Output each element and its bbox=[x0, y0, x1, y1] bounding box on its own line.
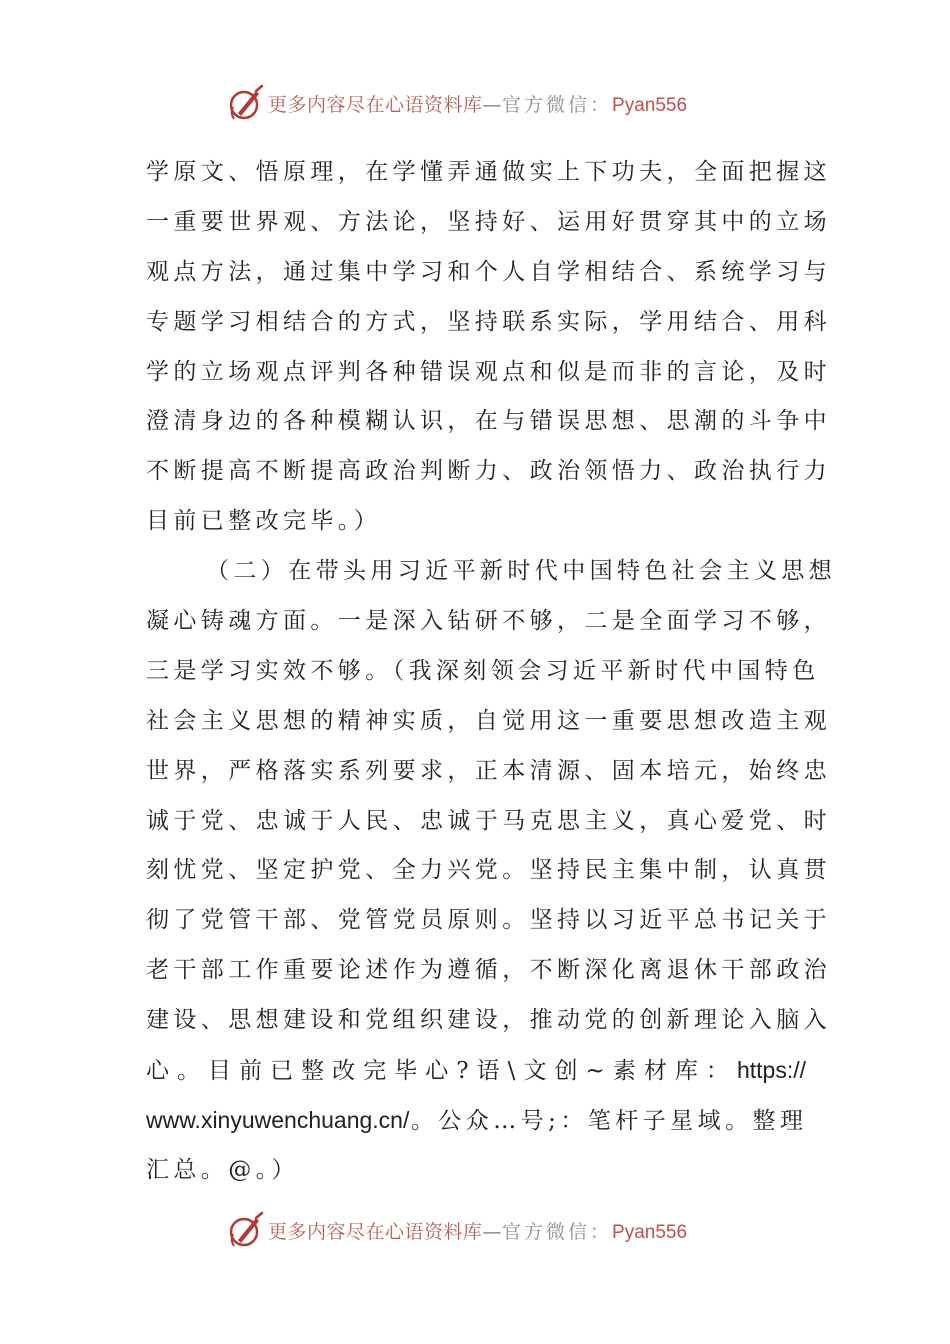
body-line: 三是学习实效不够。（我深刻领会习近平新时代中国特色 bbox=[146, 657, 820, 684]
url-text-part2: www.xinyuwenchuang.cn/ bbox=[146, 1106, 410, 1133]
pen-logo-icon bbox=[226, 1210, 266, 1250]
pen-logo-icon bbox=[226, 83, 266, 123]
footer-banner-text bbox=[268, 1217, 687, 1244]
footer-banner-official: 官方微信： bbox=[502, 1220, 613, 1243]
body-line: 专题学习相结合的方式，坚持联系实际，学用结合、用科 bbox=[146, 308, 831, 335]
body-line-with-url bbox=[146, 1046, 806, 1096]
body-line: 社会主义思想的精神实质，自觉用这一重要思想改造主观 bbox=[146, 707, 831, 734]
body-line: 不断提高不断提高政治判断力、政治领悟力、政治执行力 bbox=[146, 458, 831, 485]
body-line: 世界，严格落实系列要求，正本清源、固本培元，始终忠 bbox=[146, 757, 831, 784]
footer-banner bbox=[226, 1210, 746, 1250]
header-banner-wechat: Pyan556 bbox=[612, 94, 688, 116]
body-line: 学的立场观点评判各种错误观点和似是而非的言论，及时 bbox=[146, 358, 831, 385]
header-banner-main: 更多内容尽在心语资料库 bbox=[268, 93, 483, 116]
body-line: 汇总。@。） bbox=[146, 1156, 299, 1183]
footer-banner-sep: — bbox=[482, 1220, 503, 1243]
header-banner-sep: — bbox=[482, 93, 503, 116]
header-banner-official: 官方微信： bbox=[502, 93, 613, 116]
body-line-text: 。公众…号;：笔杆子星域。整理 bbox=[409, 1107, 806, 1134]
footer-banner-wechat: Pyan556 bbox=[612, 1221, 688, 1243]
url-text-part1: https:// bbox=[736, 1057, 806, 1084]
body-line: 彻了党管干部、党管党员原则。坚持以习近平总书记关于 bbox=[146, 907, 831, 934]
header-banner-text bbox=[268, 90, 687, 117]
body-line: 建设、思想建设和党组织建设，推动党的创新理论入脑入 bbox=[146, 1007, 831, 1034]
body-line: 刻忧党、坚定护党、全力兴党。坚持民主集中制，认真贯 bbox=[146, 857, 831, 884]
body-line: 诚于党、忠诚于人民、忠诚于马克思主义，真心爱党、时 bbox=[146, 807, 831, 834]
body-line-text: 心。目前已整改完毕心?语\文创~素材库： bbox=[146, 1058, 737, 1085]
body-line: 一重要世界观、方法论，坚持好、运用好贯穿其中的立场 bbox=[146, 208, 831, 235]
section-heading-line: （二）在带头用习近平新时代中国特色社会主义思想 bbox=[206, 558, 837, 585]
header-banner bbox=[226, 83, 746, 123]
body-line: 老干部工作重要论述作为遵循，不断深化离退休干部政治 bbox=[146, 957, 831, 984]
footer-banner-main: 更多内容尽在心语资料库 bbox=[268, 1220, 483, 1243]
document-body bbox=[146, 148, 837, 1196]
body-line: 凝心铸魂方面。一是深入钻研不够，二是全面学习不够， bbox=[146, 608, 831, 635]
body-line-with-url bbox=[146, 1096, 806, 1146]
body-line: 目前已整改完毕。） bbox=[146, 508, 382, 535]
body-line: 观点方法，通过集中学习和个人自学相结合、系统学习与 bbox=[146, 258, 831, 285]
body-line: 学原文、悟原理，在学懂弄通做实上下功夫，全面把握这 bbox=[146, 159, 831, 185]
body-line: 澄清身边的各种模糊认识，在与错误思想、思潮的斗争中 bbox=[146, 408, 831, 435]
